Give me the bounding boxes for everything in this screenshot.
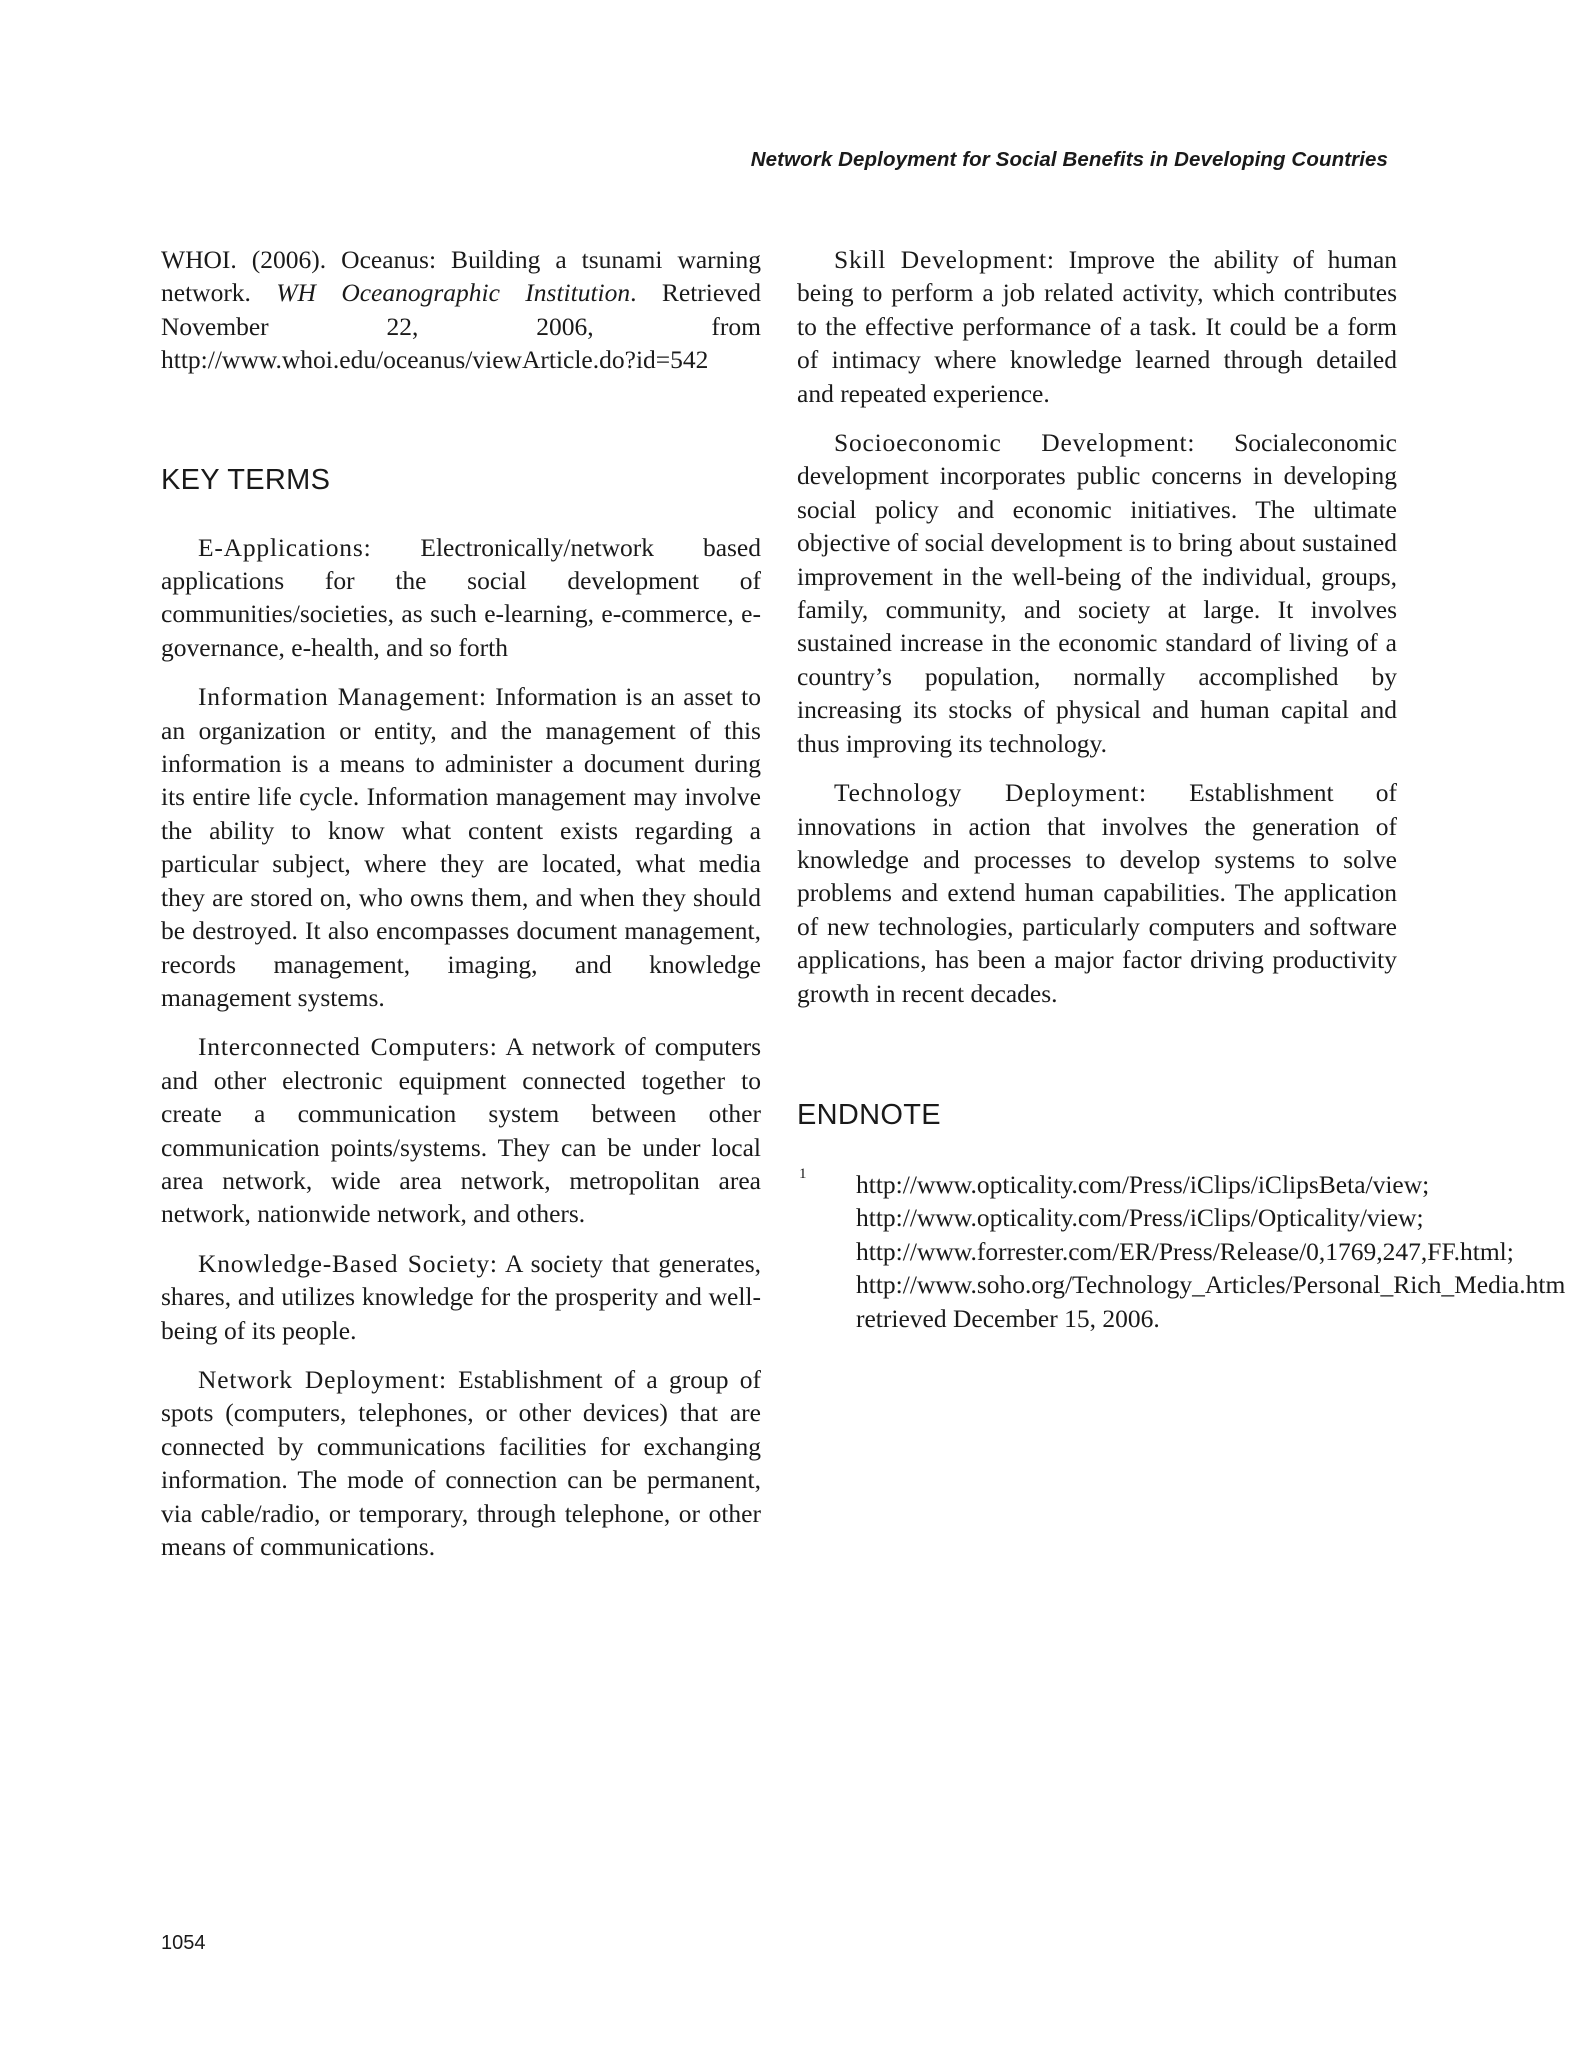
term-e-applications bbox=[161, 531, 761, 665]
term-information-management bbox=[161, 680, 761, 1014]
page-number: 1054 bbox=[161, 1932, 206, 1954]
key-terms-heading: KEY TERMS bbox=[161, 463, 331, 496]
term-skill-development bbox=[797, 243, 1397, 410]
endnote-text: http://www.opticality.com/Press/iClips/iClipsBeta/view; http://www.opticality.com/Press/iClips/Opticality/view; http://www.forrester.com/ER/Press/Release/0,1769,247,FF.html; http://www.soho.org/Technology_Articles/Personal_Rich_Media.htm retrieved December 15, 2006. bbox=[856, 1169, 1566, 1333]
term-name: Socioeconomic Development: bbox=[834, 428, 1196, 458]
reference-retrieval: . Retrieved November 22, 2006, from http://www.whoi.edu/oceanus/viewArticle.do?id=542 bbox=[161, 278, 761, 375]
term-interconnected-computers bbox=[161, 1030, 761, 1230]
term-technology-deployment bbox=[797, 776, 1397, 1010]
term-definition: A network of computers and other electronic equipment connected together to create a communication system between other communication points/systems. They can be under local area network, wide area network, metropolitan area network, nationwide network, and others. bbox=[161, 1032, 762, 1229]
term-definition: Establishment of innovations in action that involves the generation of knowledge and processes to develop systems to solve problems and extend human capabilities. The application of new technologies, particularly computers and software applications, has been a major factor driving productivity growth in recent decades. bbox=[797, 778, 1398, 1008]
term-socioeconomic-development bbox=[797, 426, 1397, 760]
term-definition: Information is an asset to an organization or entity, and the management of this information is a means to administer a document during its entire life cycle. Information management may involve the ability to know what content exists regarding a particular subject, where they are located, what media they are stored on, who owns them, and when they should be destroyed. It also encompasses document management, records management, imaging, and knowledge management systems. bbox=[161, 682, 762, 1012]
term-name: Interconnected Computers: bbox=[198, 1032, 498, 1062]
term-definition: A society that generates, shares, and utilizes knowledge for the prosperity and well-being of its people. bbox=[161, 1248, 762, 1345]
term-knowledge-based-society bbox=[161, 1247, 761, 1347]
term-definition: Electronically/network based applications for the social development of communities/societies, as such e-learning, e-commerce, e-governance, e-health, and so forth bbox=[161, 532, 761, 662]
term-name: Knowledge-Based Society: bbox=[198, 1248, 498, 1278]
term-name: E-Applications: bbox=[198, 532, 372, 562]
reference-entry bbox=[161, 243, 761, 377]
running-header: Network Deployment for Social Benefits in Developing Countries bbox=[750, 148, 1388, 171]
term-name: Skill Development: bbox=[834, 245, 1055, 274]
term-network-deployment bbox=[161, 1363, 761, 1563]
endnote-number: 1 bbox=[799, 1165, 807, 1182]
reference-text: WHOI. (2006). Oceanus: Building a tsunami warning network. bbox=[161, 245, 761, 308]
term-definition: Improve the ability of human being to perform a job related activity, which contributes to the effective performance of a task. It could be a form of intimacy where knowledge learned through detailed and repeated experience. bbox=[797, 245, 1398, 408]
right-column bbox=[797, 243, 1566, 1335]
reference-publisher: WH Oceanographic Institution bbox=[276, 278, 631, 308]
endnote-heading: ENDNOTE bbox=[797, 1098, 941, 1131]
endnote-entry bbox=[797, 1165, 1566, 1335]
term-name: Technology Deployment: bbox=[834, 778, 1147, 808]
term-name: Information Management: bbox=[198, 682, 487, 712]
term-name: Network Deployment: bbox=[198, 1364, 447, 1394]
left-column bbox=[161, 243, 761, 1579]
term-definition: Socialeconomic development incorporates public concerns in developing social policy and economic initiatives. The ultimate objective of social development is to bring about sustained improvement in the well-being of the individual, groups, family, community, and society at large. It involves sustained increase in the economic standard of living of a country’s population, normally accomplished by increasing its stocks of physical and human capital and thus improving its technology. bbox=[797, 428, 1397, 758]
term-definition: Establishment of a group of spots (computers, telephones, or other devices) that are connected by communications facilities for exchanging information. The mode of connection can be permanent, via cable/radio, or temporary, through telephone, or other means of communications. bbox=[161, 1364, 761, 1561]
